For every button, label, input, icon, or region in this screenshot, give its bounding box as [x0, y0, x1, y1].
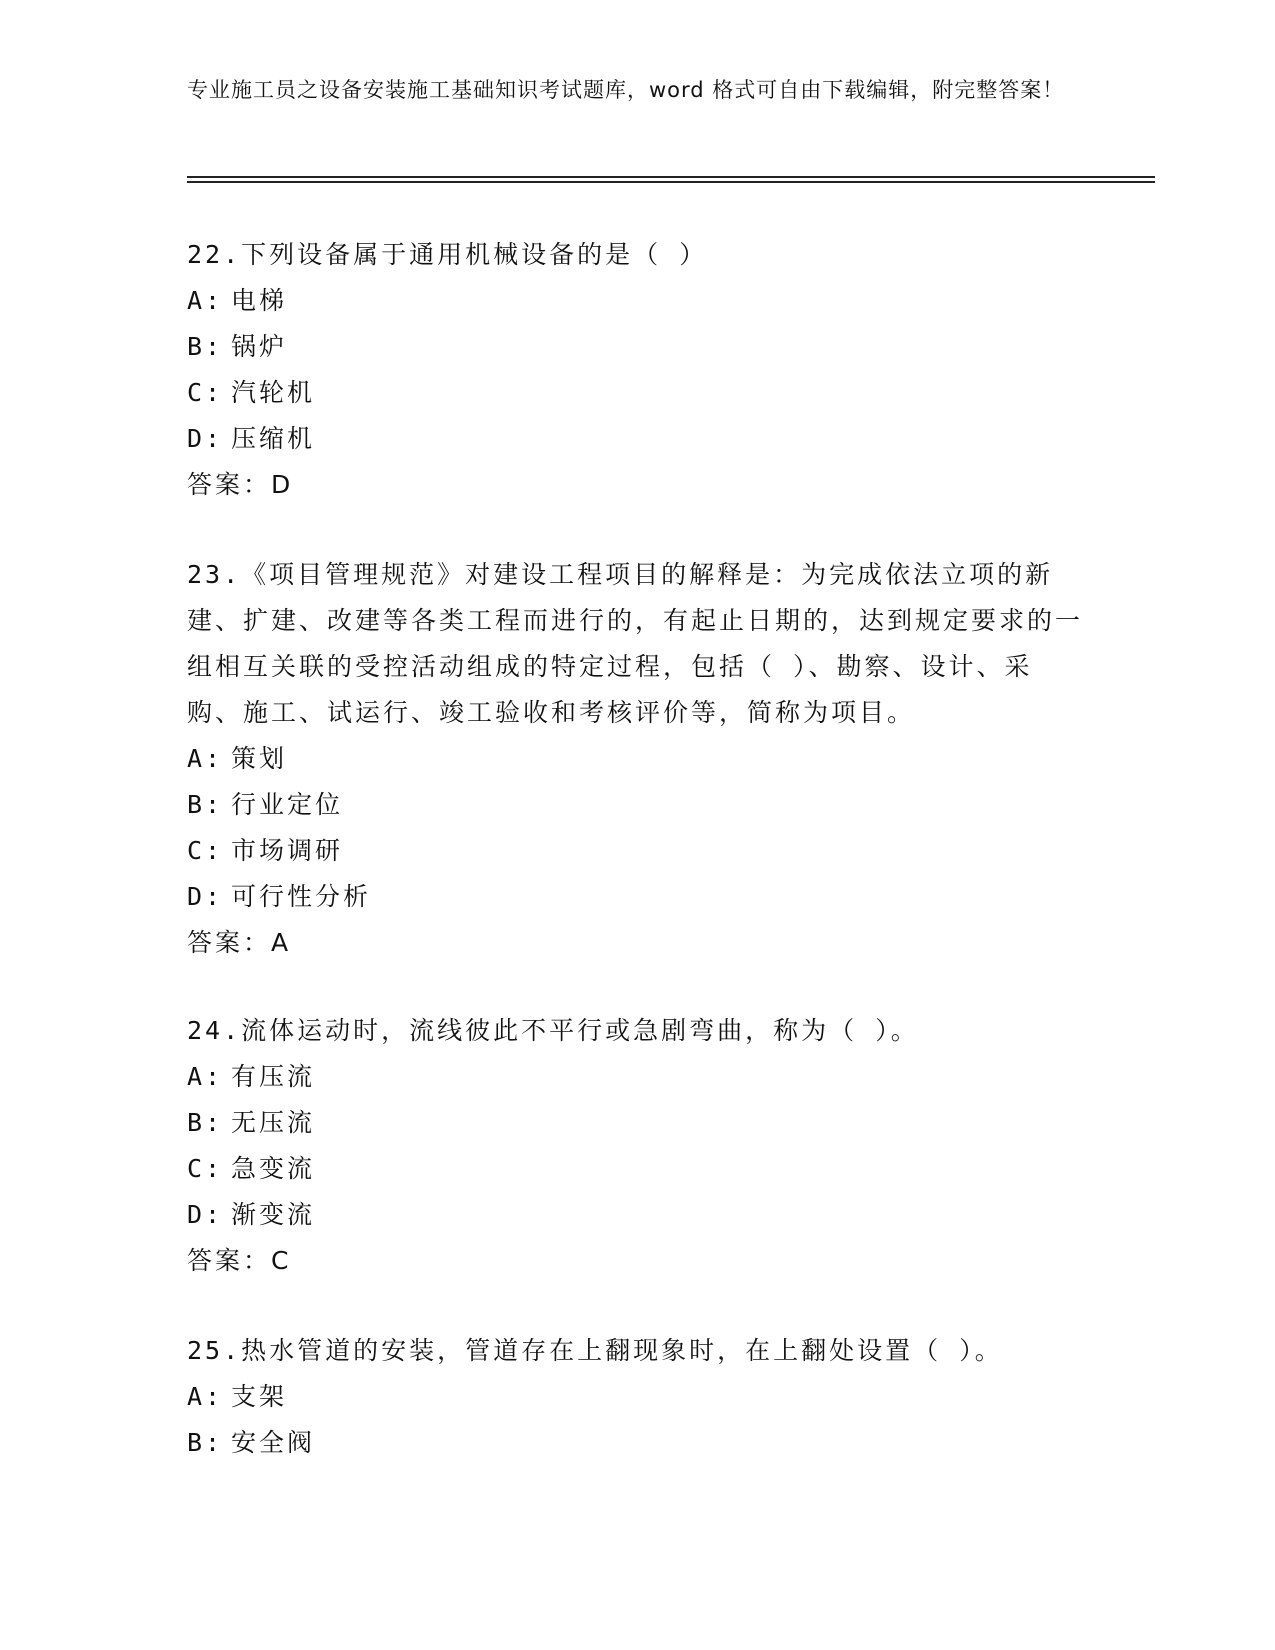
option-a	[187, 278, 1087, 324]
option-text: 策划	[231, 744, 288, 773]
option-letter: B:	[187, 1428, 224, 1457]
option-text: 安全阀	[231, 1428, 316, 1457]
header-divider-line	[187, 176, 1155, 178]
option-b	[187, 1420, 1087, 1466]
option-text: 电梯	[231, 286, 288, 315]
option-text: 可行性分析	[231, 882, 372, 911]
option-text: 行业定位	[231, 790, 344, 819]
option-list	[187, 736, 1087, 920]
option-d	[187, 416, 1087, 462]
option-letter: A:	[187, 1382, 224, 1411]
option-c	[187, 1146, 1087, 1192]
option-text: 市场调研	[231, 836, 344, 865]
option-text: 急变流	[231, 1154, 316, 1183]
option-letter: A:	[187, 286, 224, 315]
option-letter: C:	[187, 836, 224, 865]
option-b	[187, 324, 1087, 370]
option-a	[187, 736, 1087, 782]
option-letter: C:	[187, 1154, 224, 1183]
option-a	[187, 1054, 1087, 1100]
option-d	[187, 1192, 1087, 1238]
option-text: 汽轮机	[231, 378, 316, 407]
option-text: 渐变流	[231, 1200, 316, 1229]
question-23	[187, 552, 1087, 966]
option-text: 支架	[231, 1382, 288, 1411]
question-24	[187, 1008, 1087, 1284]
question-stem: 25.热水管道的安装，管道存在上翻现象时，在上翻处设置（ ）。	[187, 1336, 1003, 1365]
option-list	[187, 1374, 1087, 1466]
option-letter: A:	[187, 744, 224, 773]
option-letter: D:	[187, 1200, 224, 1229]
question-22	[187, 232, 1087, 508]
option-letter: B:	[187, 790, 224, 819]
option-text: 锅炉	[231, 332, 288, 361]
option-letter: A:	[187, 1062, 224, 1091]
option-c	[187, 828, 1087, 874]
answer-line: 答案：C	[187, 1246, 292, 1275]
option-letter: D:	[187, 424, 224, 453]
option-letter: B:	[187, 1108, 224, 1137]
option-list	[187, 1054, 1087, 1238]
option-letter: B:	[187, 332, 224, 361]
option-text: 无压流	[231, 1108, 316, 1137]
option-b	[187, 782, 1087, 828]
option-text: 压缩机	[231, 424, 316, 453]
question-stem: 22.下列设备属于通用机械设备的是（ ）	[187, 240, 708, 269]
answer-line: 答案：A	[187, 928, 292, 957]
option-b	[187, 1100, 1087, 1146]
header-divider-line	[187, 181, 1155, 183]
document-header: 专业施工员之设备安装施工基础知识考试题库，word 格式可自由下载编辑，附完整答案！	[187, 78, 1065, 102]
question-stem: 24.流体运动时，流线彼此不平行或急剧弯曲，称为（ ）。	[187, 1016, 919, 1045]
option-a	[187, 1374, 1087, 1420]
option-d	[187, 874, 1087, 920]
question-stem: 23.《项目管理规范》对建设工程项目的解释是：为完成依法立项的新建、扩建、改建等各类工程而进行的，有起止日期的，达到规定要求的一组相互关联的受控活动组成的特定过程，包括（ ）、勘察、设计、采购、施工、试运行、竣工验收和考核评价等，简称为项目。	[187, 560, 1084, 727]
answer-line: 答案：D	[187, 470, 294, 499]
question-25	[187, 1328, 1087, 1466]
option-letter: D:	[187, 882, 224, 911]
option-list	[187, 278, 1087, 462]
option-c	[187, 370, 1087, 416]
option-text: 有压流	[231, 1062, 316, 1091]
option-letter: C:	[187, 378, 224, 407]
